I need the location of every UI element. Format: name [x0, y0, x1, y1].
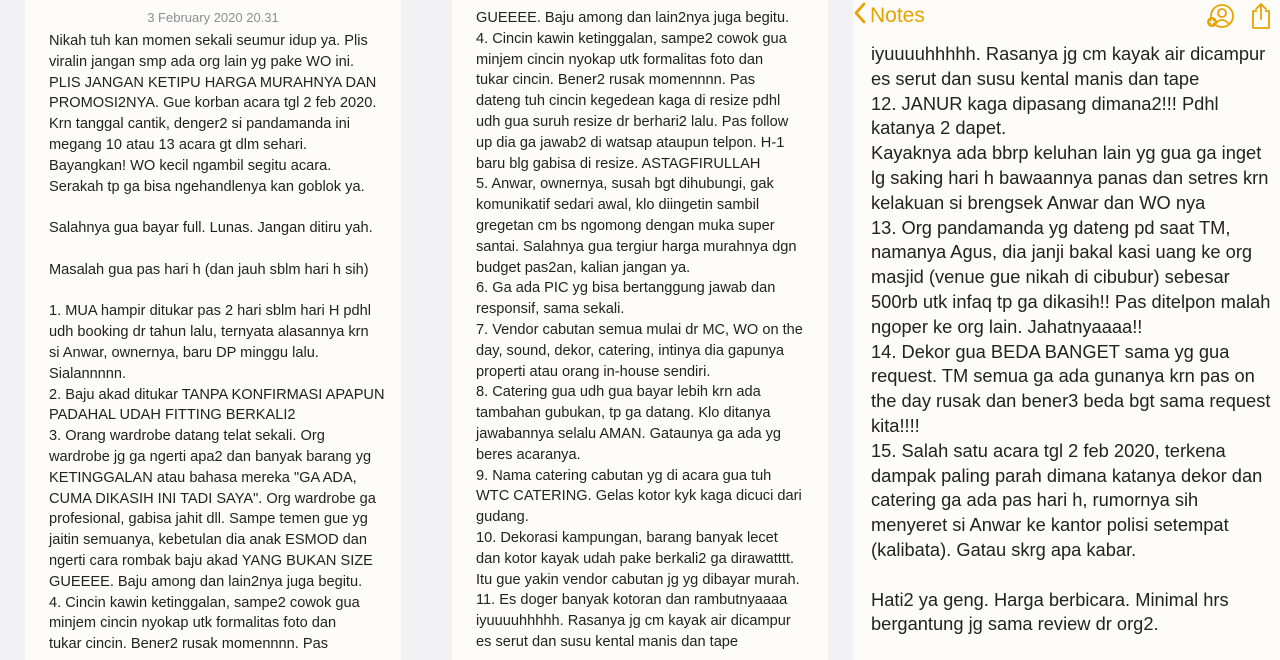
note-line: PROMOSI2NYA. Gue korban acara tgl 2 feb 2020.: [49, 95, 377, 112]
note-line: 14. Dekor gua BEDA BANGET sama yg gua: [871, 340, 1230, 362]
note-line: dan kotor kayak udah pake berkali2 ga dirawatttt.: [476, 550, 795, 567]
note-line: jaitin semuanya, kebetulan dia anak ESMOD dan: [49, 532, 368, 549]
note-line: [49, 197, 389, 218]
note-line: up dia ga jawab2 di watsap ataupun telpon. H-1: [476, 134, 785, 151]
note-line: masjid (venue gue nikah di cibubur) sebesar: [871, 266, 1230, 288]
note-line: Hati2 ya geng. Harga berbicara. Minimal hrs: [871, 588, 1229, 610]
note-line: megang 10 atau 13 acara gt dlm sehari.: [49, 136, 307, 153]
note-line: lg saking hari h bawaannya panas dan setres krn: [871, 166, 1269, 188]
note-line: 8. Catering gua udh gua bayar lebih krn ada: [476, 384, 761, 401]
note-line: beres acaranya.: [476, 446, 581, 463]
note-line: PLIS JANGAN KETIPU HARGA MURAHNYA DAN: [49, 74, 377, 91]
note-line: 3. Orang wardrobe datang telat sekali. Org: [49, 428, 325, 445]
chevron-left-icon: [853, 1, 870, 31]
note-line: Kayaknya ada bbrp keluhan lain yg gua ga inget: [871, 142, 1262, 164]
note-line: request. TM semua ga ada gunanya krn pas on: [871, 365, 1255, 387]
note-line: namanya Agus, dia janji bakal kasi uang ke org: [871, 241, 1253, 263]
note-line: komunikatif sedari awal, klo diingetin sambil: [476, 197, 760, 214]
note-line: [871, 563, 1271, 588]
back-label: Notes: [870, 4, 925, 27]
note-line: profesional, gabisa jahit dll. Sampe temen gue yg: [49, 511, 368, 528]
back-button[interactable]: [853, 2, 925, 30]
note-line: gregetan cm bs ngomong dengan muka super: [476, 217, 775, 234]
note-line: es serut dan susu kental manis dan tape: [476, 633, 739, 650]
note-line: 4. Cincin kawin ketinggalan, sampe2 cowok gua: [49, 594, 360, 611]
note-line: WTC CATERING. Gelas kotor kyk kaga dicuci dari: [476, 488, 802, 505]
note-line: viralin jangan smp ada org lain yg pake WO ini.: [49, 53, 355, 70]
note-line: wardrobe jg ga ngerti apa2 dan banyak barang yg: [49, 448, 372, 465]
note-line: Sialannnnn.: [49, 365, 127, 382]
note-line: 4. Cincin kawin ketinggalan, sampe2 cowok gua: [476, 30, 787, 47]
note-line: tambahan gubukan, tp ga datang. Klo ditanya: [476, 405, 771, 422]
note-line: Serakah tp ga bisa ngehandlenya kan goblok ya.: [49, 178, 365, 195]
note-line: 2. Baju akad ditukar TANPA KONFIRMASI APAPUN: [49, 386, 385, 403]
note-line: ngerti cara rombak baju akad YANG BUKAN SIZE: [49, 552, 373, 569]
note-line: tukar cincin. Bener2 rusak momennnn. Pas: [49, 636, 329, 653]
note-line: es serut dan susu kental manis dan tape: [871, 67, 1200, 89]
note-line: udh gua suruh resize dr berhari2 lalu. Pas follow: [476, 113, 789, 130]
note-line: minjem cincin nyokap utk formalitas foto dan: [476, 51, 764, 68]
note-line: 9. Nama catering cabutan yg di acara gua tuh: [476, 467, 772, 484]
note-line: 1. MUA hampir ditukar pas 2 hari sblm hari H pdhl: [49, 303, 372, 320]
note-line: 11. Es doger banyak kotoran dan rambutnyaaaa: [476, 592, 788, 609]
note-line: bergantung jg sama review dr org2.: [871, 613, 1159, 635]
note-line: PADAHAL UDAH FITTING BERKALI2: [49, 407, 296, 424]
note-line: ngoper ke org lain. Jahatnyaaaa!!: [871, 315, 1143, 337]
person-add-icon[interactable]: [1206, 3, 1236, 34]
note-line: dateng tuh cincin kegedean kaga di resize pdhl: [476, 93, 781, 110]
share-icon[interactable]: [1250, 2, 1272, 35]
note-line: 12. JANUR kaga dipasang dimana2!!! Pdhl: [871, 92, 1219, 114]
note-line: GUEEEE. Baju among dan lain2nya juga begitu.: [476, 10, 790, 26]
notes-nav-bar: [853, 0, 1280, 34]
note-line: (kalibata). Gatau skrg apa kabar.: [871, 538, 1137, 560]
note-line: katanya 2 dapet.: [871, 117, 1007, 139]
note-line: baru blg gabisa di resize. ASTAGFIRULLAH: [476, 155, 761, 172]
note-line: 500rb utk infaq tp ga dikasih!! Pas ditelpon malah: [871, 290, 1271, 312]
note-screenshot-2: [452, 0, 828, 660]
note-body: [49, 31, 389, 655]
note-line: 6. Ga ada PIC yg bisa bertanggung jawab dan: [476, 280, 776, 297]
note-line: [49, 281, 389, 302]
note-line: menyeret si Anwar ke kantor polisi setempat: [871, 514, 1229, 536]
note-line: udh booking dr tahun lalu, ternyata alasannya krn: [49, 324, 369, 341]
note-line: responsif, sama sekali.: [476, 301, 625, 318]
note-line: catering ga ada pas hari h, rumornya sih: [871, 489, 1199, 511]
note-body: [476, 8, 816, 653]
note-line: 5. Anwar, ownernya, susah bgt dihubungi, gak: [476, 176, 774, 193]
note-line: day, sound, dekor, catering, intinya dia gapunya: [476, 342, 785, 359]
note-screenshot-3: [853, 0, 1280, 660]
note-line: Itu gue yakin vendor cabutan jg yg dibayar murah.: [476, 571, 800, 588]
note-line: si Anwar, ownernya, baru DP minggu lalu.: [49, 344, 319, 361]
note-line: Bayangkan! WO kecil ngambil segitu acara.: [49, 157, 332, 174]
note-line: iyuuuuhhhhh. Rasanya jg cm kayak air dicampur: [871, 43, 1266, 64]
note-line: properti atau orang in-house sendiri.: [476, 363, 711, 380]
note-line: gudang.: [476, 509, 529, 526]
note-date: 3 February 2020 20.31: [147, 10, 279, 25]
note-line: the day rusak dan bener3 beda bgt sama request: [871, 390, 1271, 412]
note-line: dampak paling parah dimana katanya dekor dan: [871, 464, 1263, 486]
note-line: 13. Org pandamanda yg dateng pd saat TM,: [871, 216, 1231, 238]
note-line: santai. Salahnya gua tergiur harga murahnya dgn: [476, 238, 797, 255]
note-line: CUMA DIKASIH INI TADI SAYA". Org wardrobe ga: [49, 490, 376, 507]
note-line: tukar cincin. Bener2 rusak momennnn. Pas: [476, 72, 756, 89]
note-line: budget pas2an, kalian jangan ya.: [476, 259, 691, 276]
note-line: [49, 239, 389, 260]
note-line: 10. Dekorasi kampungan, barang banyak lecet: [476, 529, 778, 546]
note-line: Masalah gua pas hari h (dan jauh sblm hari h sih): [49, 261, 369, 278]
note-line: GUEEEE. Baju among dan lain2nya juga begitu.: [49, 573, 363, 590]
note-line: jawabannya selalu AMAN. Gataunya ga ada yg: [476, 425, 782, 442]
note-body: [871, 42, 1271, 637]
note-line: Nikah tuh kan momen sekali seumur idup ya. Plis: [49, 33, 368, 49]
note-line: kita!!!!: [871, 414, 920, 436]
note-line: 7. Vendor cabutan semua mulai dr MC, WO on the: [476, 321, 803, 338]
note-line: iyuuuuhhhhh. Rasanya jg cm kayak air dicampur: [476, 613, 791, 630]
note-line: Salahnya gua bayar full. Lunas. Jangan ditiru yah.: [49, 220, 373, 237]
note-line: 15. Salah satu acara tgl 2 feb 2020, terkena: [871, 439, 1226, 461]
note-screenshot-1: [25, 0, 401, 660]
note-line: Krn tanggal cantik, denger2 si pandamanda ini: [49, 116, 350, 133]
note-line: KETINGGALAN atau bahasa mereka "GA ADA,: [49, 469, 357, 486]
note-line: kelakuan si brengsek Anwar dan WO nya: [871, 191, 1206, 213]
note-line: minjem cincin nyokap utk formalitas foto dan: [49, 615, 337, 632]
